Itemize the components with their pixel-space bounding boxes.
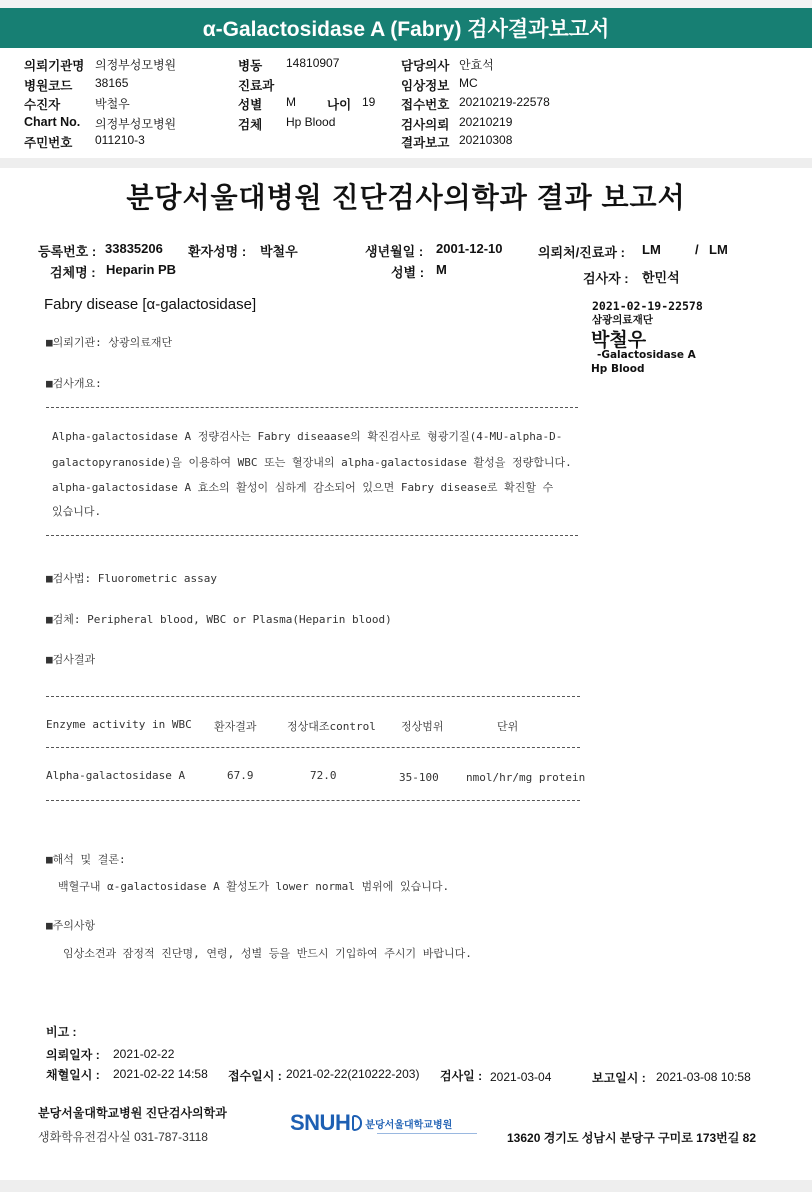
header-value: M xyxy=(286,95,296,109)
interpretation-text: 백혈구내 α-galactosidase A 활성도가 lower normal 범위에 있습니다. xyxy=(58,880,450,893)
report-datetime: 2021-03-08 10:58 xyxy=(656,1070,751,1084)
referral-org: ■의뢰기관: 상광의료재단 xyxy=(46,336,173,349)
test-heading: Fabry disease [α-galactosidase] xyxy=(44,296,257,313)
report-date-label: 보고일시 : xyxy=(592,1071,646,1085)
header-key: 검체 xyxy=(238,118,263,132)
header-value: MC xyxy=(459,76,478,90)
test-date-label: 검사일 : xyxy=(440,1069,483,1083)
table-mid-rule xyxy=(46,747,580,748)
table-cell: 72.0 xyxy=(310,769,337,782)
sex-label: 성별 : xyxy=(391,265,425,280)
header-key: Chart No. xyxy=(24,115,81,129)
header-value: 20210308 xyxy=(459,133,513,147)
header-key: 수진자 xyxy=(24,98,61,112)
institution-name: 분당서울대학교병원 진단검사의학과 xyxy=(38,1106,227,1120)
name-value: 박철우 xyxy=(260,244,298,259)
header-value: 20210219-22578 xyxy=(459,95,550,109)
result-label: ■검사결과 xyxy=(46,653,96,666)
tester-label: 검사자 : xyxy=(583,271,629,286)
dept-value-2: LM xyxy=(709,242,728,257)
header-value: 19 xyxy=(362,95,376,109)
header-value: 38165 xyxy=(95,76,129,90)
request-date-label: 의뢰일자 : xyxy=(46,1048,100,1062)
header-value: 박철우 xyxy=(95,97,130,111)
table-top-rule xyxy=(46,696,580,697)
specimen-line: ■검체: Peripheral blood, WBC or Plasma(Heparin blood) xyxy=(46,613,392,626)
logo-underline xyxy=(377,1133,477,1134)
divider-line xyxy=(46,535,578,536)
collection-datetime: 2021-02-22 14:58 xyxy=(113,1067,208,1081)
banner-title: α-Galactosidase A (Fabry) 검사결과보고서 xyxy=(202,18,610,41)
header-key: 병원코드 xyxy=(24,79,73,93)
name-label: 환자성명 : xyxy=(188,244,247,259)
table-bottom-rule xyxy=(46,800,580,801)
sticker-specimen: Hp Blood xyxy=(591,363,645,375)
request-date: 2021-02-22 xyxy=(113,1047,175,1061)
header-value: 의정부성모병원 xyxy=(95,58,177,72)
divider-line xyxy=(46,407,578,408)
logo-subtitle: 분당서울대학교병원 xyxy=(365,1119,453,1131)
dob-value: 2001-12-10 xyxy=(436,241,503,256)
header-key: 성별 xyxy=(238,98,263,112)
header-key: 임상정보 xyxy=(401,79,450,93)
header-key: 나이 xyxy=(327,98,352,112)
header-value: 14810907 xyxy=(286,56,340,70)
header-value: Hp Blood xyxy=(286,115,336,129)
logo-mark-icon xyxy=(352,1115,362,1131)
header-key: 병동 xyxy=(238,59,263,73)
sticker-lab: 삼광의료재단 xyxy=(592,314,653,326)
table-cell: nmol/hr/mg protein xyxy=(466,771,586,784)
address: 13620 경기도 성남시 분당구 구미로 173번길 82 xyxy=(507,1131,757,1145)
dept-value-1: LM xyxy=(642,242,661,257)
header-key: 의뢰기관명 xyxy=(24,59,85,73)
interpretation-label: ■해석 및 결론: xyxy=(46,853,126,866)
table-header: 정상대조control xyxy=(287,720,376,733)
remark-label: 비고 : xyxy=(46,1025,77,1039)
tester-value: 한민석 xyxy=(642,270,680,285)
lab-contact: 생화학유전검사실 031-787-3118 xyxy=(38,1130,208,1144)
overview-line: 있습니다. xyxy=(52,505,102,518)
report-title: 분당서울대병원 진단검사의학과 결과 보고서 xyxy=(126,182,686,213)
overview-label: ■검사개요: xyxy=(46,377,102,390)
logo-wordmark: SNUH xyxy=(290,1110,351,1135)
dept-label: 의뢰처/진료과 : xyxy=(538,245,625,260)
table-cell: 67.9 xyxy=(227,769,254,782)
top-strip xyxy=(0,0,812,8)
sex-value: M xyxy=(436,262,447,277)
receipt-label: 접수일시 : xyxy=(228,1069,282,1083)
sticker-name: 박철우 xyxy=(591,329,647,351)
table-header: 정상범위 xyxy=(401,720,444,733)
header-value: 20210219 xyxy=(459,115,513,129)
table-header: Enzyme activity in WBC xyxy=(46,718,192,731)
notice-label: ■주의사항 xyxy=(46,919,96,932)
header-key: 담당의사 xyxy=(401,59,450,73)
sticker-id: 2021-02-19-22578 xyxy=(592,299,703,313)
report-banner xyxy=(0,8,812,48)
header-key: 접수번호 xyxy=(401,98,450,112)
header-key: 주민번호 xyxy=(24,136,73,150)
bottom-strip xyxy=(0,1180,812,1192)
table-header: 단위 xyxy=(497,720,519,733)
dob-label: 생년월일 : xyxy=(365,244,424,259)
collection-label: 채혈일시 : xyxy=(46,1068,100,1082)
notice-text: 임상소견과 잠정적 진단명, 연령, 성별 등을 반드시 기입하여 주시기 바랍니다. xyxy=(63,947,472,960)
header-value: 의정부성모병원 xyxy=(95,117,177,131)
table-cell: 35-100 xyxy=(399,771,439,784)
header-key: 결과보고 xyxy=(401,136,450,150)
receipt-datetime: 2021-02-22(210222-203) xyxy=(286,1067,420,1081)
method-line: ■검사법: Fluorometric assay xyxy=(46,572,217,585)
header-key: 검사의뢰 xyxy=(401,118,450,132)
reg-label: 등록번호 : xyxy=(38,244,97,259)
sticker-test: -Galactosidase A xyxy=(597,349,696,361)
dept-slash: / xyxy=(695,242,699,257)
header-key: 진료과 xyxy=(238,79,275,93)
table-header: 환자결과 xyxy=(214,720,257,733)
section-divider xyxy=(0,158,812,168)
test-date: 2021-03-04 xyxy=(490,1070,552,1084)
header-value: 안효석 xyxy=(459,58,494,72)
specimen-value: Heparin PB xyxy=(106,262,177,277)
header-value: 011210-3 xyxy=(95,133,145,147)
overview-line: galactopyranoside)을 이용하여 WBC 또는 혈장내의 alpha-galactosidase 활성을 정량합니다. xyxy=(52,456,572,469)
specimen-label: 검체명 : xyxy=(50,265,96,280)
table-cell: Alpha-galactosidase A xyxy=(46,769,186,782)
overview-line: Alpha-galactosidase A 정량검사는 Fabry diseaase의 확진검사로 형광기질(4-MU-alpha-D- xyxy=(52,430,563,443)
overview-line: alpha-galactosidase A 효소의 활성이 심하게 감소되어 있으면 Fabry disease로 확진할 수 xyxy=(52,481,554,494)
reg-value: 33835206 xyxy=(105,241,163,256)
